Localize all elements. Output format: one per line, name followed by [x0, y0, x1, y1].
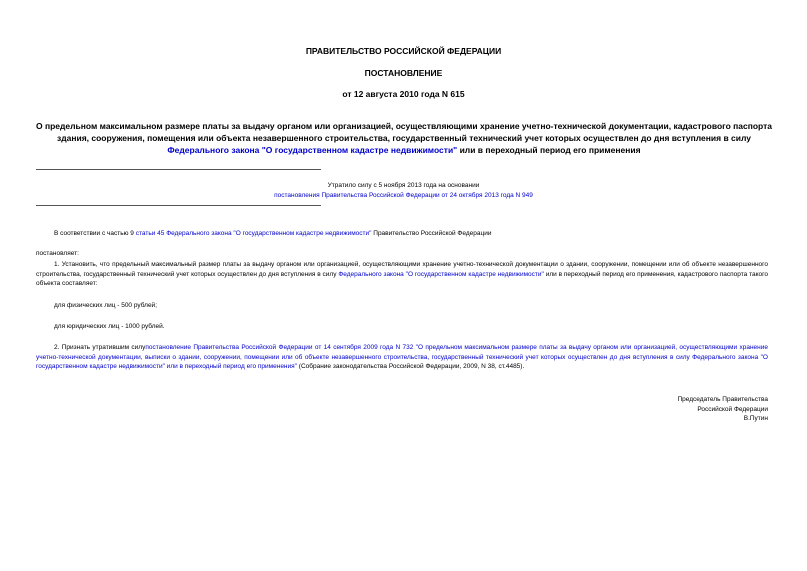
clause-1-text-1: 1. Установить, что предельный максимальный размер платы за выдачу органом или организацией, осуществляющими хранение учетно-технической документации о здании, сооружении, помещении или об объекте незавершенного строительства, государственный технический учет которых осуществлен до дня вступления в силу [36, 261, 768, 278]
clause-1 [36, 260, 768, 289]
signature-position: Председатель Правительства [677, 396, 768, 403]
preamble-text-2: Правительство Российской Федерации [371, 230, 492, 237]
clause-1-law-link[interactable]: Федерального закона "О государственном кадастре недвижимости" [338, 270, 544, 278]
title-text-1: О предельном максимальном размере платы за выдачу органом или организацией, осуществляющими хранение учетно-технической документации, кадастрового паспорта здания, сооружения, помещения или объекта незавершенного строительства, государственный технический учет которых осуществлен до дня вступления в силу [36, 121, 773, 143]
divider-bottom [36, 205, 321, 206]
decree-word: постановляет: [36, 250, 79, 257]
clause-1-text-2: или в переходный период его применения, кадастрового паспорта такого объекта составляет: [36, 270, 769, 287]
divider-top [36, 169, 321, 170]
signature-block [568, 395, 768, 424]
preamble-text-1: В соответствии с частью 9 [54, 230, 136, 237]
clause-2-decree-link[interactable]: постановление Правительства Российской Федерации от 14 сентября 2009 года N 732 "О предельном максимальном размере платы за выдачу органом или организацией, осуществляющими хранение учетно-технической документации, выписки о здании, сооружении, помещении или об объекте незавершенного строительства, государственный технический учет которых осуществлен до дня вступления в силу Федерального закона "О государственном кадастре недвижимости" или в переходный период его применения" [36, 344, 768, 370]
status-note [0, 181, 807, 200]
document-title [36, 120, 772, 156]
document-date-number: от 12 августа 2010 года N 615 [342, 89, 465, 99]
clause-2-text-1: 2. Признать утратившим силу [54, 344, 146, 351]
clause-2-text-2: (Собрание законодательства Российской Федерации, 2009, N 38, ст.4485). [296, 363, 525, 370]
title-law-link[interactable]: Федерального закона "О государственном кадастре недвижимости" [167, 145, 458, 155]
title-text-2: или в переходный период его применения [457, 145, 641, 155]
preamble [36, 229, 768, 239]
signature-organization: Российской Федерации [697, 405, 768, 413]
fee-individuals: для физических лиц - 500 рублей; [54, 302, 157, 309]
clause-2 [36, 343, 768, 372]
preamble-law-link[interactable]: статьи 45 Федерального закона "О государственном кадастре недвижимости" [135, 230, 372, 237]
signature-name: В.Путин [743, 415, 768, 422]
document-type: ПОСТАНОВЛЕНИЕ [364, 68, 443, 78]
fee-legal-entities: для юридических лиц - 1000 рублей. [54, 323, 165, 330]
status-line: Утратило силу с 5 ноября 2013 года на основании [327, 182, 480, 189]
government-heading: ПРАВИТЕЛЬСТВО РОССИЙСКОЙ ФЕДЕРАЦИИ [305, 46, 502, 56]
status-decree-link[interactable]: постановления Правительства Российской Федерации от 24 октября 2013 года N 949 [274, 191, 533, 199]
